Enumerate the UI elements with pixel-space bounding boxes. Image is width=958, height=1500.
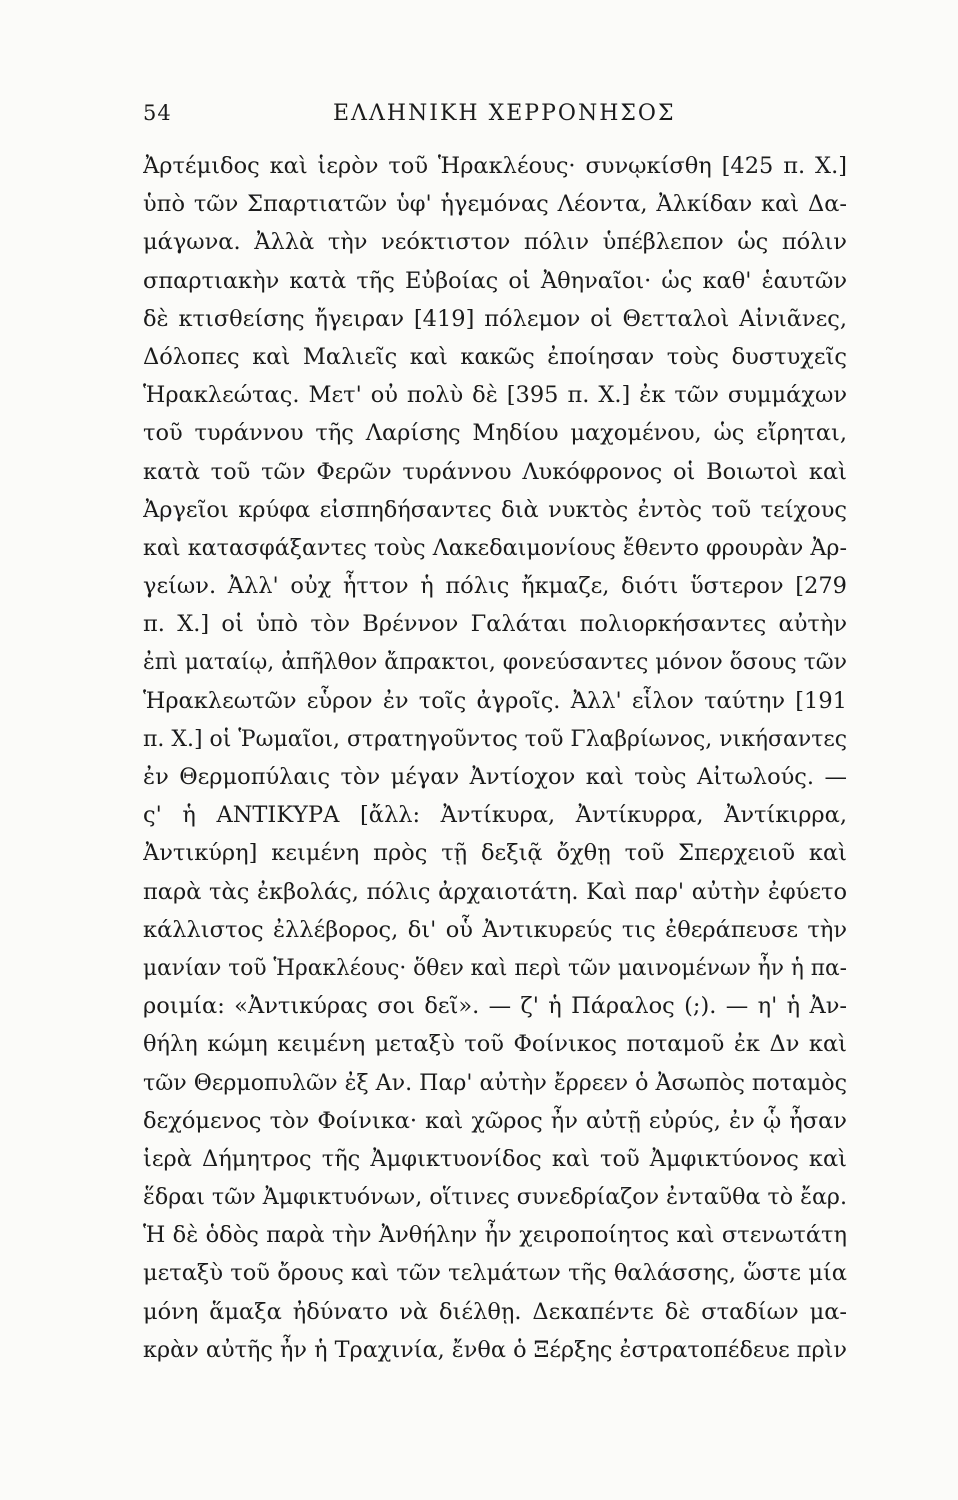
text-line: Ἡρακλεωτῶν εὗρον ἐν τοῖς ἀγροῖς. Ἀλλ' εἷλον ταύτην [191 [143, 687, 847, 714]
text-line: γείων. Ἀλλ' οὐχ ἧττον ἡ πόλις ἤκμαζε, διότι ὕστερον [279 [143, 573, 847, 600]
text-line: Ἀρτέμιδος καὶ ἱερὸν τοῦ Ἡρακλέους· συνῳκίσθη [425 π. Χ.] [143, 153, 847, 179]
text-line: Ἡρακλεώτας. Μετ' οὐ πολὺ δὲ [395 π. Χ.] ἐκ τῶν συμμάχων [143, 382, 847, 409]
text-line: Ἡ δὲ ὁδὸς παρὰ τὴν Ἀνθήλην ἦν χειροποίητος καὶ στενωτάτη [143, 1222, 847, 1249]
text-line: ὑπὸ τῶν Σπαρτιατῶν ὑφ' ἡγεμόνας Λέοντα, Ἀλκίδαν καὶ Δα- [143, 191, 847, 218]
body-text [143, 147, 847, 1369]
running-title: ΕΛΛΗΝΙΚΗ ΧΕΡΡΟΝΗΣΟΣ [333, 101, 676, 126]
page-header [143, 101, 853, 135]
text-line: π. Χ.] οἱ ὑπὸ τὸν Βρέννον Γαλάται πολιορκήσαντες αὐτὴν [143, 611, 847, 638]
text-line: κάλλιστος ἐλλέβορος, δι' οὗ Ἀντικυρεύς τις ἐθεράπευσε τὴν [143, 916, 847, 943]
text-line: ς' ἡ ΑΝΤΙΚΥΡΑ [ἄλλ: Ἀντίκυρα, Ἀντίκυρρα, Ἀντίκιρρα, [143, 802, 847, 829]
text-line: δεχόμενος τὸν Φοίνικα· καὶ χῶρος ἦν αὐτῇ εὐρύς, ἐν ᾧ ἦσαν [143, 1107, 847, 1134]
text-line: ἱερὰ Δήμητρος τῆς Ἀμφικτυονίδος καὶ τοῦ Ἀμφικτύονος καὶ [143, 1145, 847, 1172]
text-line: Δόλοπες καὶ Μαλιεῖς καὶ κακῶς ἐποίησαν τοὺς δυστυχεῖς [143, 343, 847, 370]
text-line: μόνη ἅμαξα ἠδύνατο νὰ διέλθῃ. Δεκαπέντε δὲ σταδίων μα- [143, 1298, 847, 1325]
text-line: τῶν Θερμοπυλῶν ἐξ Αν. Παρ' αὐτὴν ἔρρεεν ὁ Ἀσωπὸς ποταμὸς [143, 1069, 847, 1096]
text-line: ἕδραι τῶν Ἀμφικτυόνων, οἵτινες συνεδρίαζον ἐνταῦθα τὸ ἔαρ. [143, 1184, 847, 1211]
text-line: μάγωνα. Ἀλλὰ τὴν νεόκτιστον πόλιν ὑπέβλεπον ὡς πόλιν [143, 229, 847, 256]
text-line: μεταξὺ τοῦ ὄρους καὶ τῶν τελμάτων τῆς θαλάσσης, ὥστε μία [143, 1260, 847, 1287]
text-line: θήλη κώμη κειμένη μεταξὺ τοῦ Φοίνικος ποταμοῦ ἐκ Δν καὶ [143, 1031, 847, 1058]
text-line: παρὰ τὰς ἐκβολάς, πόλις ἀρχαιοτάτη. Καὶ παρ' αὐτὴν ἐφύετο [143, 878, 847, 905]
text-line: καὶ κατασφάξαντες τοὺς Λακεδαιμονίους ἔθεντο φρουρὰν Ἀρ- [143, 534, 847, 561]
text-line: π. Χ.] οἱ Ῥωμαῖοι, στρατηγοῦντος τοῦ Γλαβρίωνος, νικήσαντες [143, 725, 847, 752]
text-line: ἐπὶ ματαίῳ, ἀπῆλθον ἄπρακτοι, φονεύσαντες μόνον ὅσους τῶν [143, 649, 847, 676]
text-line: τοῦ τυράννου τῆς Λαρίσης Μηδίου μαχομένου, ὡς εἴρηται, [143, 420, 847, 447]
text-line: κατὰ τοῦ τῶν Φερῶν τυράννου Λυκόφρονος οἱ Βοιωτοὶ καὶ [143, 458, 847, 485]
text-line: μανίαν τοῦ Ἡρακλέους· ὅθεν καὶ περὶ τῶν μαινομένων ἦν ἡ πα- [143, 954, 847, 981]
text-line: δὲ κτισθείσης ἤγειραν [419] πόλεμον οἱ Θετταλοὶ Αἰνιᾶνες, [143, 305, 847, 332]
text-line: Ἀντικύρη] κειμένη πρὸς τῇ δεξιᾷ ὄχθῃ τοῦ Σπερχειοῦ καὶ [143, 840, 847, 867]
text-line: Ἀργεῖοι κρύφα εἰσπηδήσαντες διὰ νυκτὸς ἐντὸς τοῦ τείχους [143, 496, 847, 523]
page-number: 54 [143, 101, 172, 125]
text-line: σπαρτιακὴν κατὰ τῆς Εὐβοίας οἱ Ἀθηναῖοι· ὡς καθ' ἑαυτῶν [143, 267, 847, 294]
text-line: ἐν Θερμοπύλαις τὸν μέγαν Ἀντίοχον καὶ τοὺς Αἰτωλούς. — [143, 764, 847, 790]
text-line: κρὰν αὐτῆς ἦν ἡ Τραχινία, ἔνθα ὁ Ξέρξης ἐστρατοπέδευε πρὶν [143, 1336, 847, 1363]
text-line: ροιμία: «Ἀντικύρας σοι δεῖ». — ζ' ἡ Πάραλος (;). — η' ἡ Ἀν- [143, 993, 847, 1020]
